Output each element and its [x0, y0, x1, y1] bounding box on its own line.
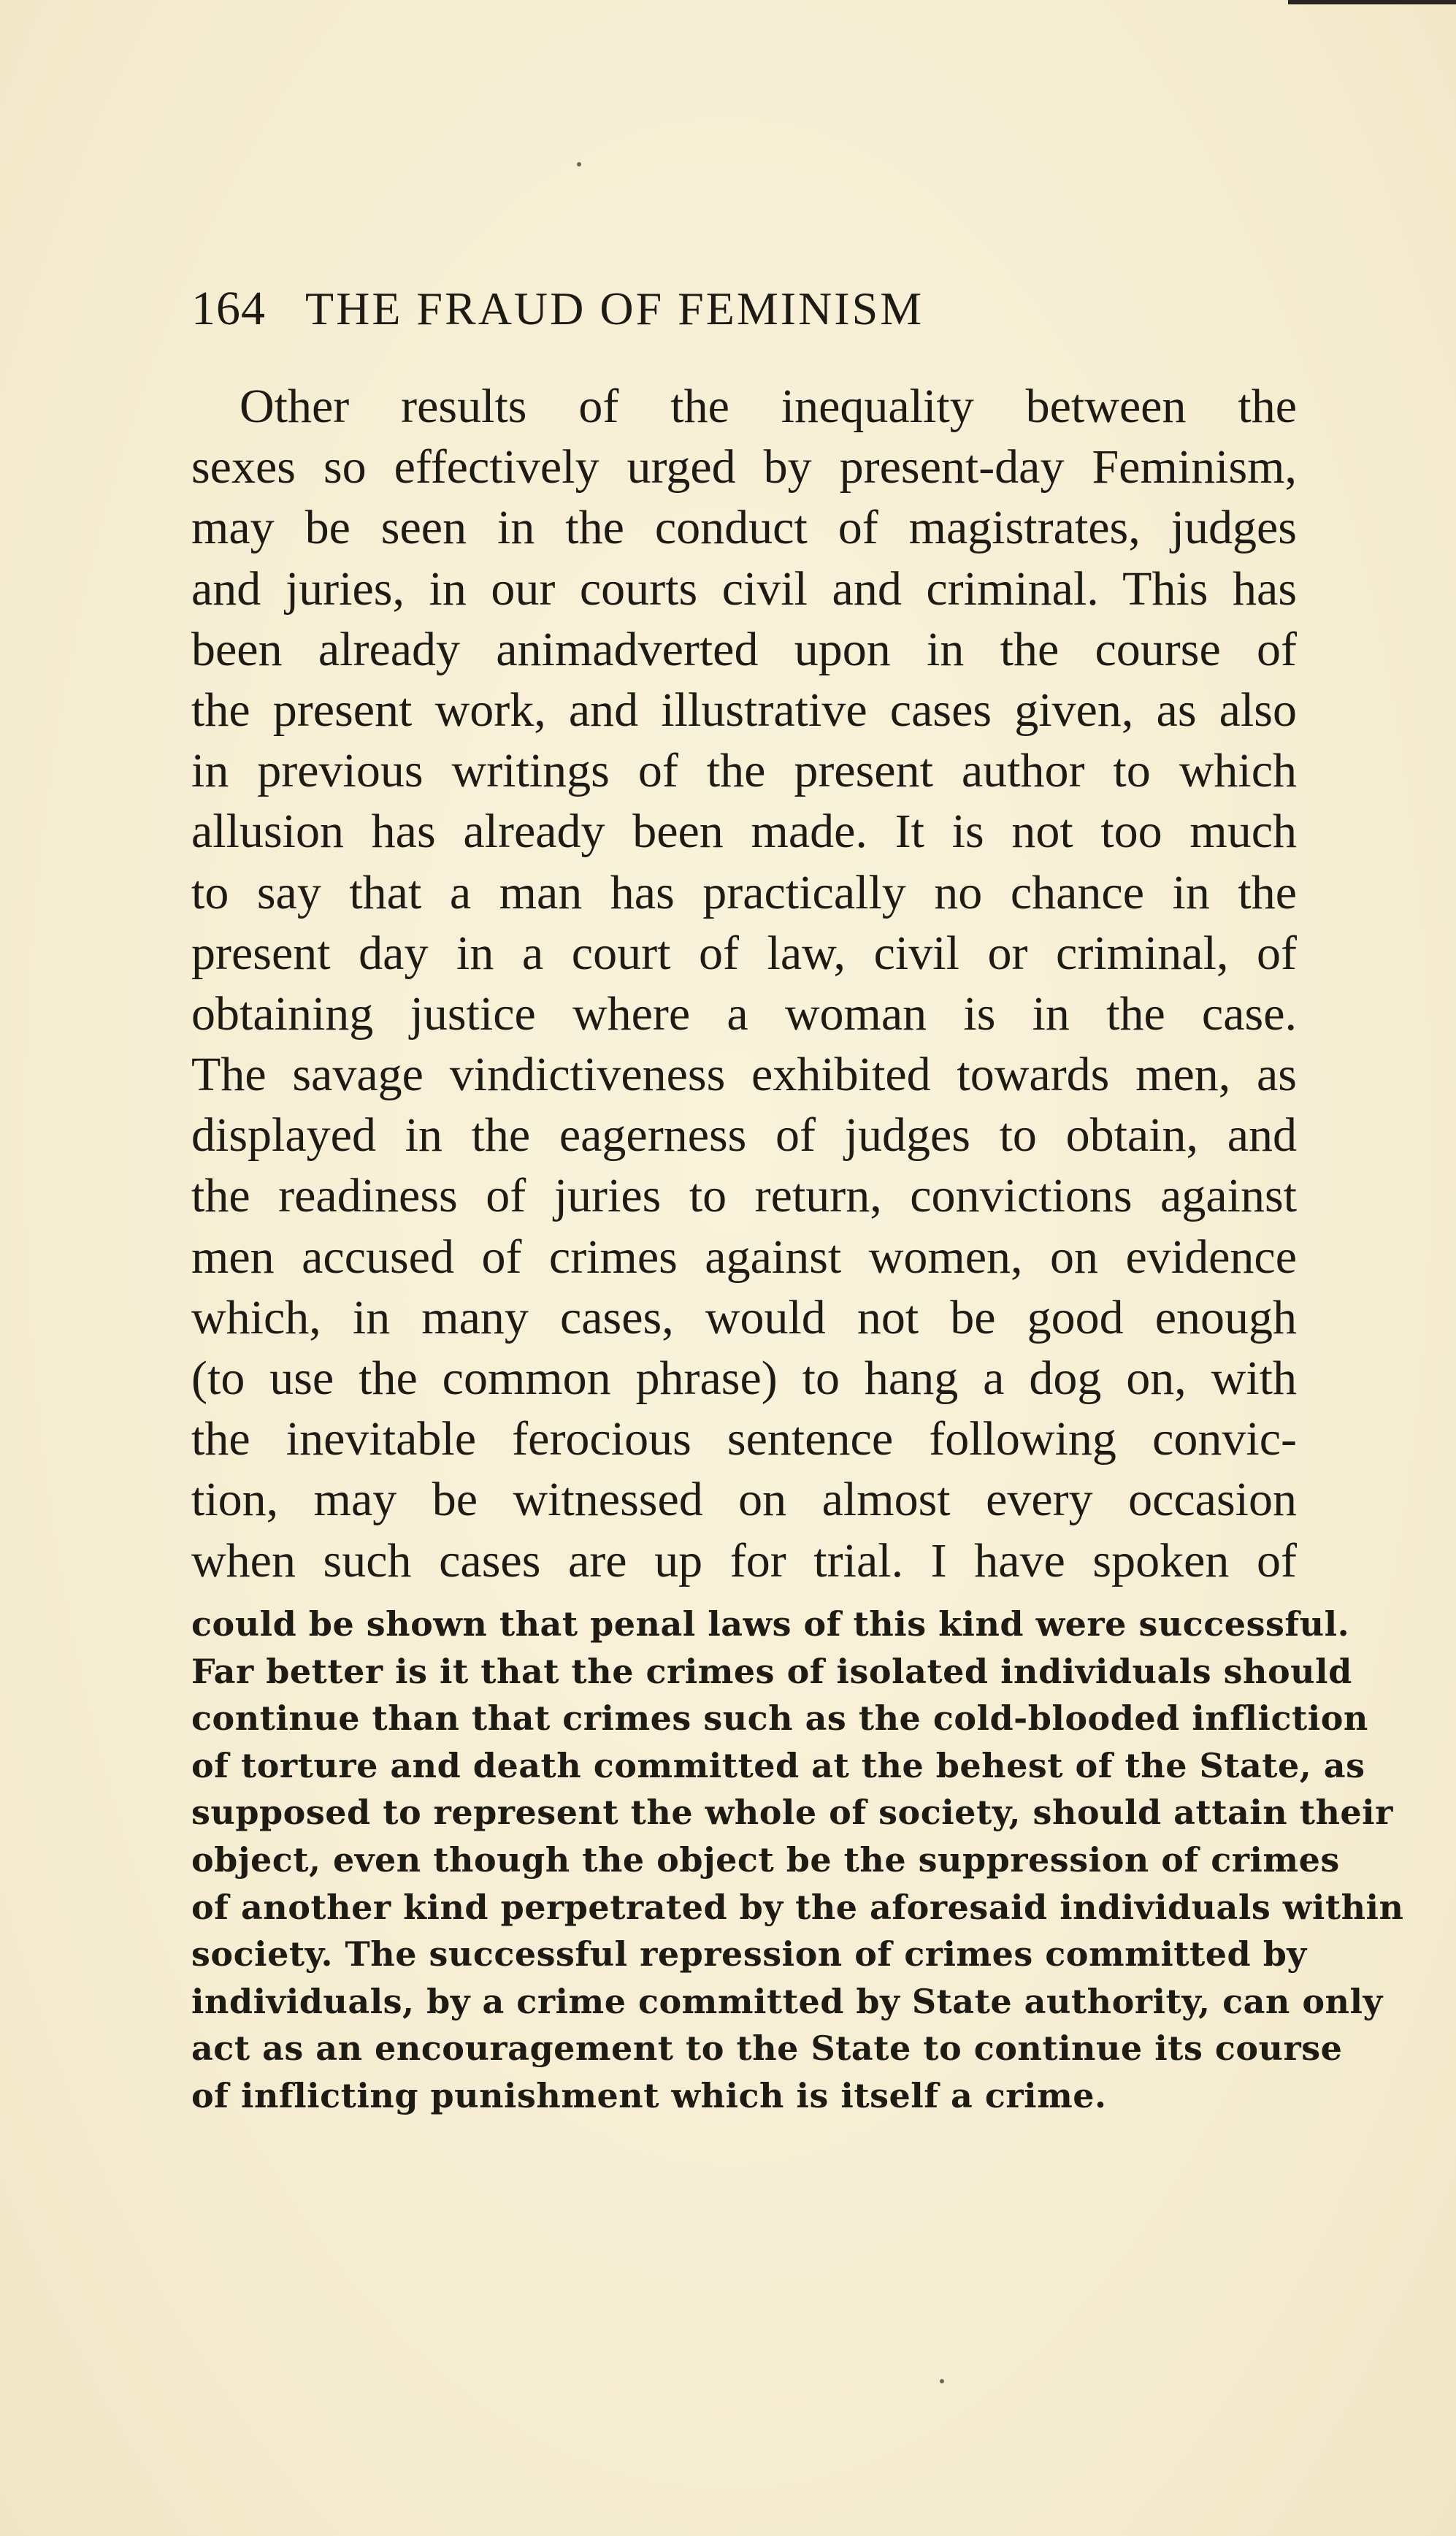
text-line: when such cases are up for trial. I have spoken of [191, 1533, 1297, 1587]
text-line: sexes so effectively urged by present-day Feminism, [191, 440, 1297, 494]
text-line: to say that a man has practically no chance in the [191, 865, 1297, 919]
text-line: obtaining justice where a woman is in the case. [191, 987, 1297, 1041]
footnote-line: continue than that crimes such as the cold-blooded infliction [191, 1698, 1368, 1739]
page-edge-rule [1288, 0, 1456, 4]
text-line: the present work, and illustrative cases given, as also [191, 683, 1297, 737]
footnote-line: society. The successful repression of crimes committed by [191, 1934, 1307, 1974]
footnote-line: of another kind perpetrated by the aforesaid individuals within [191, 1887, 1404, 1927]
footnote-line: object, even though the object be the suppression of crimes [191, 1839, 1340, 1880]
text-line: allusion has already been made. It is not too much [191, 805, 1297, 859]
text-line: present day in a court of law, civil or criminal, of [191, 926, 1297, 980]
text-line: and juries, in our courts civil and criminal. This has [191, 562, 1297, 616]
footnote [191, 1601, 1404, 2120]
ink-speck [940, 2379, 944, 2383]
text-line: (to use the common phrase) to hang a dog on, with [191, 1352, 1297, 1405]
running-title: THE FRAUD OF FEMINISM [305, 283, 924, 334]
footnote-line: of inflicting punishment which is itself a crime. [191, 2075, 1107, 2115]
text-line: The savage vindictiveness exhibited towards men, as [191, 1048, 1297, 1102]
page-header [191, 281, 1287, 354]
text-line: displayed in the eagerness of judges to obtain, and [191, 1108, 1297, 1162]
footnote-line: Far better is it that the crimes of isolated individuals should [191, 1651, 1352, 1691]
text-line: which, in many cases, would not be good enough [191, 1290, 1297, 1344]
ink-speck [577, 162, 581, 166]
text-line: in previous writings of the present author to which [191, 744, 1297, 798]
footnote-line: of torture and death committed at the behest of the State, as [191, 1745, 1365, 1785]
footnote-line: could be shown that penal laws of this kind were successful. [191, 1604, 1350, 1644]
text-line: may be seen in the conduct of magistrates, judges [191, 501, 1297, 555]
text-line: men accused of crimes against women, on evidence [191, 1230, 1297, 1284]
page-number: 164 [191, 282, 266, 335]
text-line: the inevitable ferocious sentence following convic- [191, 1412, 1297, 1466]
footnote-line: act as an encouragement to the State to continue its course [191, 2029, 1343, 2069]
text-line: the readiness of juries to return, convictions against [191, 1169, 1297, 1223]
footnote-line: supposed to represent the whole of society, should attain their [191, 1793, 1393, 1833]
footnote-line: individuals, by a crime committed by State authority, can only [191, 1981, 1383, 2021]
text-line: tion, may be witnessed on almost every occasion [191, 1473, 1297, 1527]
text-line: been already animadverted upon in the course of [191, 622, 1297, 676]
text-line: Other results of the inequality between the [240, 380, 1297, 433]
main-text [191, 376, 1297, 1591]
